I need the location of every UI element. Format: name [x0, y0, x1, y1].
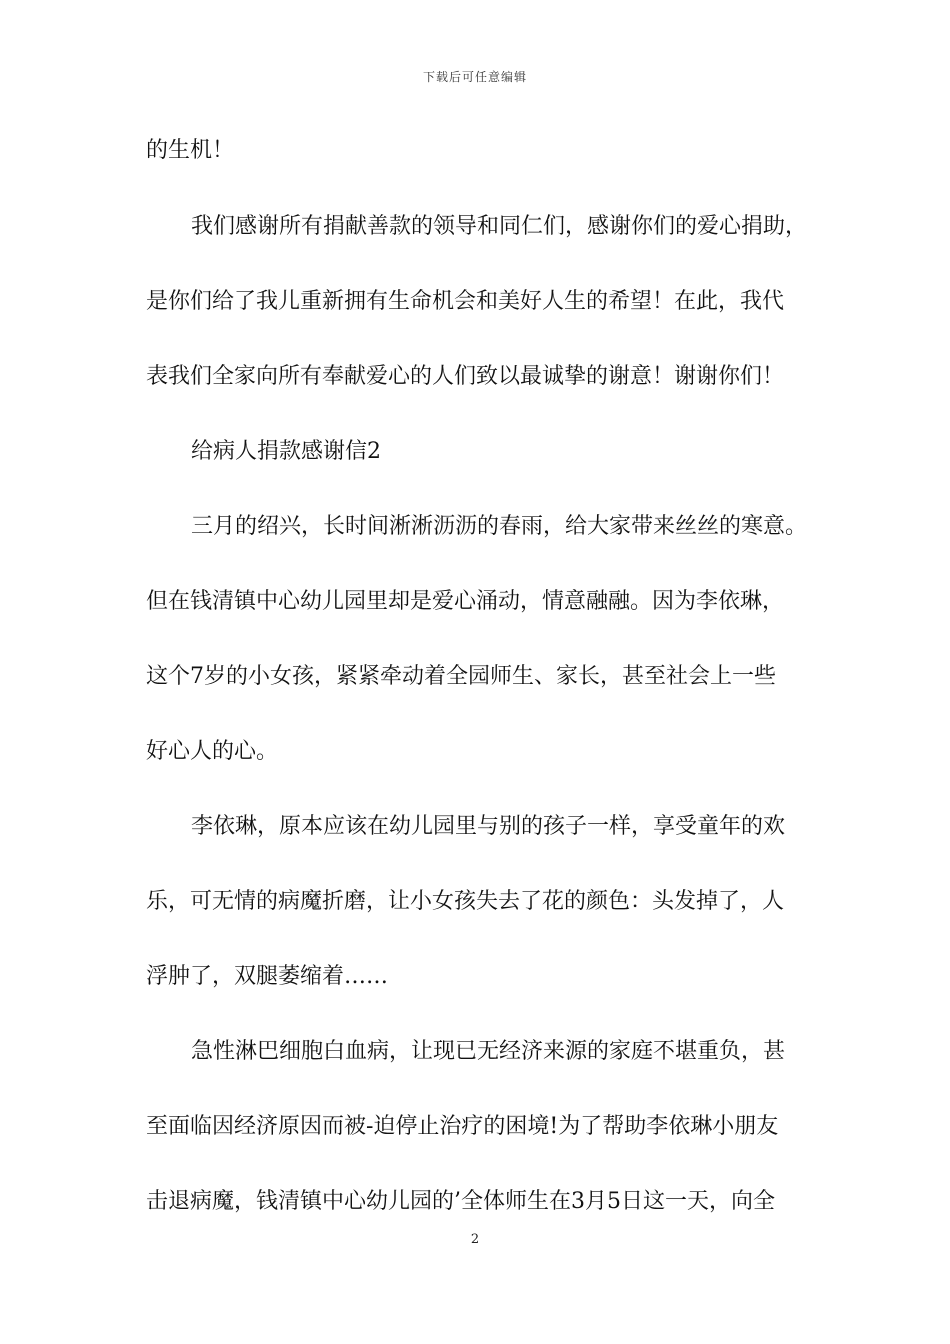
paragraph-first-line: 我们感谢所有捐献善款的领导和同仁们，感谢你们的爱心捐助， — [191, 214, 808, 239]
text-line: 表我们全家向所有奉献爱心的人们致以最诚挚的谢意！谢谢你们！ — [146, 364, 785, 389]
text-line: 浮肿了，双腿萎缩着…… — [146, 964, 389, 989]
text-line: 击退病魔，钱清镇中心幼儿园的’全体师生在3月5日这一天，向全 — [146, 1189, 775, 1214]
paragraph-first-line: 李依琳，原本应该在幼儿园里与别的孩子一样，享受童年的欢 — [191, 814, 786, 839]
text-line: 这个7岁的小女孩，紧紧牵动着全园师生、家长，甚至社会上一些 — [146, 664, 776, 689]
text-line: 乐，可无情的病魔折磨，让小女孩失去了花的颜色：头发掉了，人 — [146, 889, 785, 914]
page-number: 2 — [470, 1232, 480, 1247]
page-header: 下载后可任意编辑 — [422, 70, 527, 84]
text-line: 好心人的心。 — [146, 739, 279, 764]
text-line: 是你们给了我儿重新拥有生命机会和美好人生的希望！在此，我代 — [146, 289, 785, 314]
paragraph-first-line: 三月的绍兴，长时间淅淅沥沥的春雨，给大家带来丝丝的寒意。 — [191, 514, 808, 539]
paragraph-first-line: 急性淋巴细胞白血病，让现已无经济来源的家庭不堪重负，甚 — [191, 1039, 786, 1064]
text-line: 但在钱清镇中心幼儿园里却是爱心涌动，情意融融。因为李依琳， — [146, 589, 785, 614]
text-line: 的生机！ — [146, 138, 235, 163]
text-line: 至面临因经济原因而被-迫停止治疗的困境!为了帮助李依琳小朋友 — [146, 1114, 779, 1139]
section-title: 给病人捐款感谢信2 — [191, 439, 381, 464]
